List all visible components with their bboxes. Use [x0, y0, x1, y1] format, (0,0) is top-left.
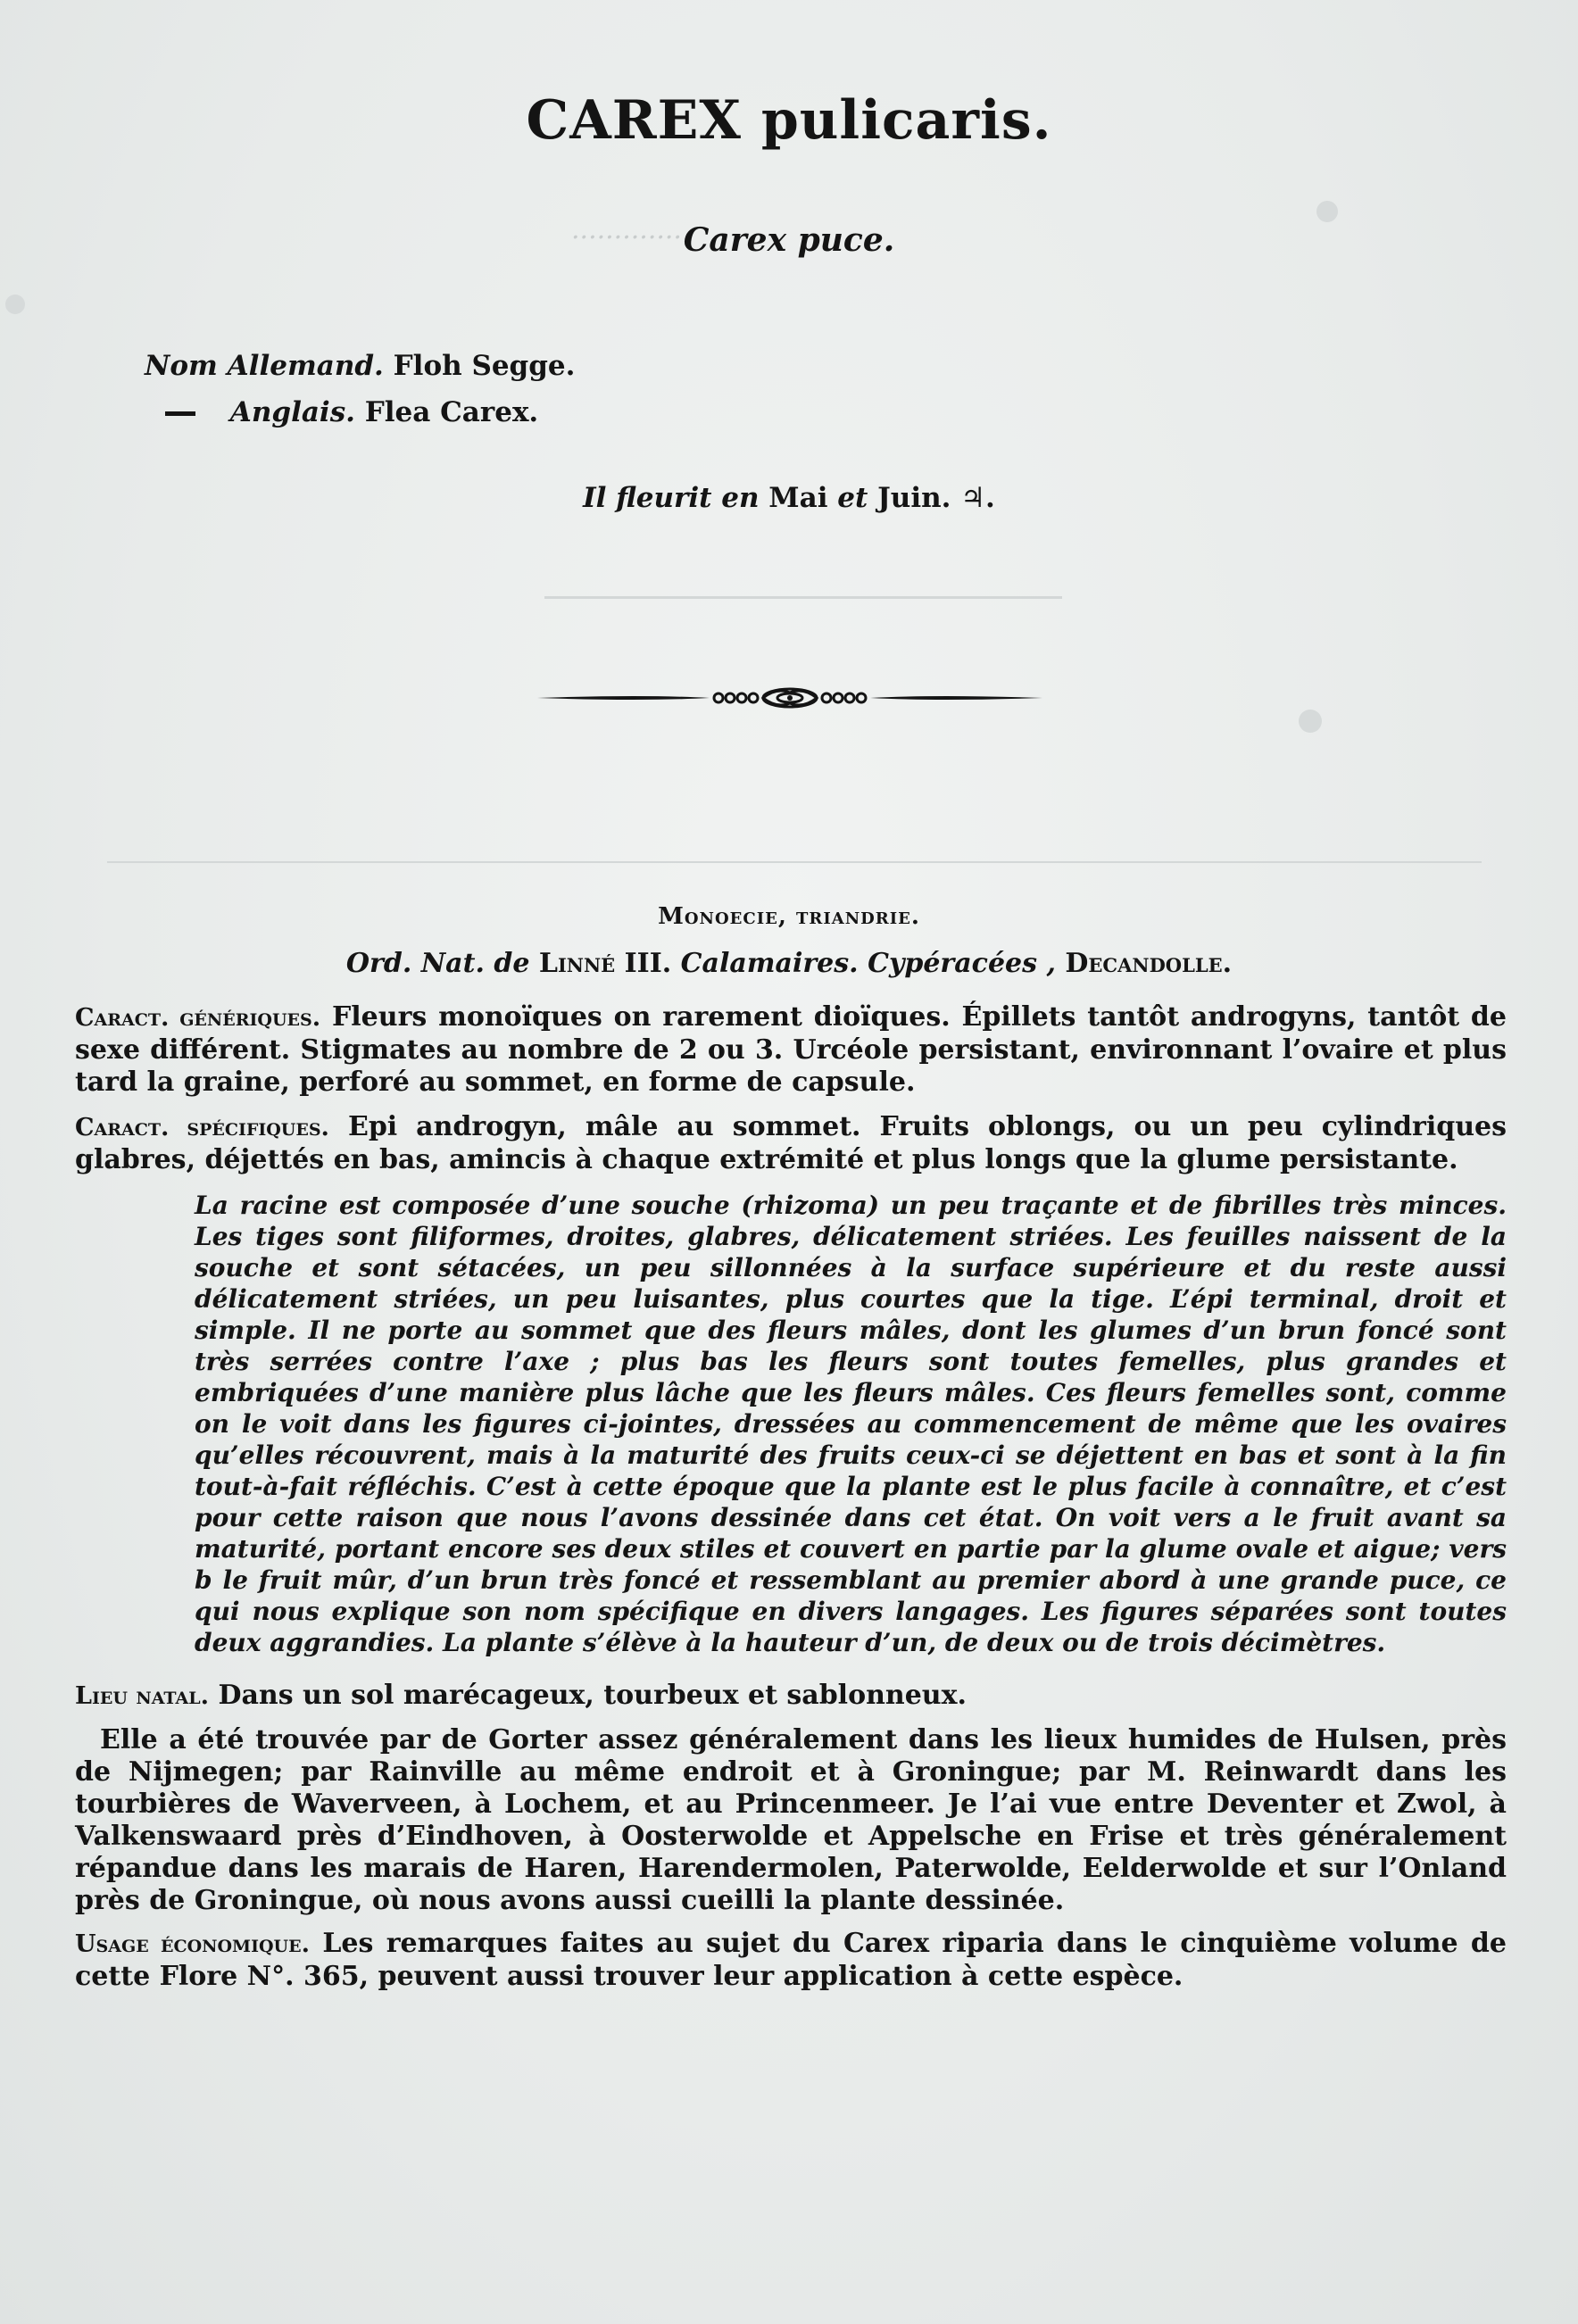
page-title: CAREX pulicaris. — [526, 89, 1052, 152]
french-name: Carex puce. — [683, 221, 895, 259]
show-through-rule — [544, 596, 1062, 599]
ord-nat-label: Ord. Nat. — [345, 948, 485, 979]
species-description: La racine est composée d’une souche (rhizoma) un peu traçante et de fibrilles très minces. Les tiges sont filiformes, droites, glabres, délicatement striées. Les feuilles naissent de la souche et sont sétacées, un peu sillonnées à la surface supérieure et du reste aussi délicatement striées, un peu luisantes, plus courtes que la tige. L’épi terminal, droit et simple. Il ne porte au sommet que des fleurs mâles, dont les glumes d’un brun foncé sont très serrées contre l’axe ; plus bas les fleurs sont toutes femelles, plus grandes et embriquées d’une manière plus lâche que les fleurs mâles. Ces fleurs femelles sont, comme on le voit dans les figures ci-jointes, dressées au commencement de même que les ovaires qu’elles récouvrent, mais à la maturité des fruits ceux-ci se déjettent en bas et sont à la fin tout-à-fait réfléchis. C’est à cette époque que la plante est le plus facile à connaître, et c’est pour cette raison que nous l’avons dessinée dans cet état. On voit vers a le fruit avant sa maturité, portant encore ses deux stiles et couvert en partie par la glume ovale et aigue; vers b le fruit mûr, d’un brun très foncé et ressemblant au premier abord à une grande puce, ce qui nous explique son nom spécifique en divers langages. Les figures séparées sont toutes deux aggrandies. La plante s’élève à la hauteur d’un, de deux ou de trois décimètres. — [195, 1191, 1507, 1657]
ditto-dash-mark — [165, 411, 195, 416]
ord-nat-family: Calamaires. — [680, 948, 859, 979]
natural-order — [0, 948, 1578, 979]
paper-spot — [1316, 201, 1338, 222]
english-name-row — [165, 396, 538, 428]
economic-usage — [75, 1928, 1507, 1993]
section-text: Epi androgyn, mâle au sommet. Fruits oblongs, ou un peu cylindriques glabres, déjettés en bas, amincis à chaque extrémité et plus longs que la glume persistante. — [75, 1111, 1507, 1175]
german-name-row — [145, 350, 575, 382]
flowering-prefix: Il fleurit en — [583, 482, 760, 514]
section-text: Dans un sol marécageux, tourbeux et sablonneux. — [218, 1680, 967, 1711]
linnaean-class: Monoecie, triandrie. — [658, 903, 920, 930]
ornament-divider — [536, 685, 1044, 710]
flowering-month: Juin. — [877, 482, 951, 514]
show-through-rule — [107, 861, 1482, 863]
locations-paragraph: Elle a été trouvée par de Gorter assez généralement dans les lieux humides de Hulsen, près de Nijmegen; par Rainville au même endroit et à Groningue; par M. Reinwardt dans les tourbières de Waverveen, à Lochem, et au Princenmeer. Je l’ai vue entre Deventer et Zwol, à Valkenswaard près d’Eindhoven, à Oosterwolde et Appelsche en Frise et très généralement répandue dans les marais de Haren, Harendermolen, Paterwolde, Eelderwolde et sur l’Onland près de Groningue, où nous avons aussi cueilli la plante dessinée. — [75, 1724, 1507, 1916]
flowering-month: Mai — [768, 482, 828, 514]
section-label: Caract. spécifiques. — [75, 1114, 329, 1141]
language-label: Anglais. — [229, 396, 355, 428]
section-text: Fleurs monoïques on rarement dioïques. Épillets tantôt androgyns, tantôt de sexe différent. Stigmates au nombre de 2 ou 3. Urcéole persistant, environnant l’ovaire et plus tard la graine, perforé au sommet, en forme de capsule. — [75, 1001, 1507, 1098]
perennial-symbol: ♃. — [960, 482, 995, 514]
flowering-conj: et — [837, 482, 868, 514]
ord-nat-family-dc: Cypéracées , — [868, 948, 1056, 979]
section-label: Caract. génériques. — [75, 1004, 321, 1032]
paper-spot — [1299, 710, 1322, 733]
language-label: Allemand. — [227, 350, 384, 382]
show-through-text: ............. — [571, 214, 682, 245]
specific-characters — [75, 1111, 1507, 1176]
native-habitat — [75, 1680, 1507, 1713]
flowering-period — [0, 482, 1578, 514]
decandolle: Decandolle. — [1065, 948, 1233, 979]
name-prefix: Nom — [145, 350, 218, 382]
section-text: Les remarques faites au sujet du Carex riparia dans le cinquième volume de cette Flore N°. 365, peuvent aussi trouver leur application à cette espèce. — [75, 1928, 1507, 1992]
linne-class: Linné III. — [538, 948, 672, 979]
generic-characters — [75, 1001, 1507, 1099]
section-label: Lieu natal. — [75, 1682, 209, 1710]
common-name: Floh Segge. — [393, 350, 576, 382]
ord-nat-de: de — [494, 948, 530, 979]
paper-spot — [5, 295, 25, 314]
common-name: Flea Carex. — [364, 396, 539, 428]
section-label: Usage économique. — [75, 1930, 310, 1958]
